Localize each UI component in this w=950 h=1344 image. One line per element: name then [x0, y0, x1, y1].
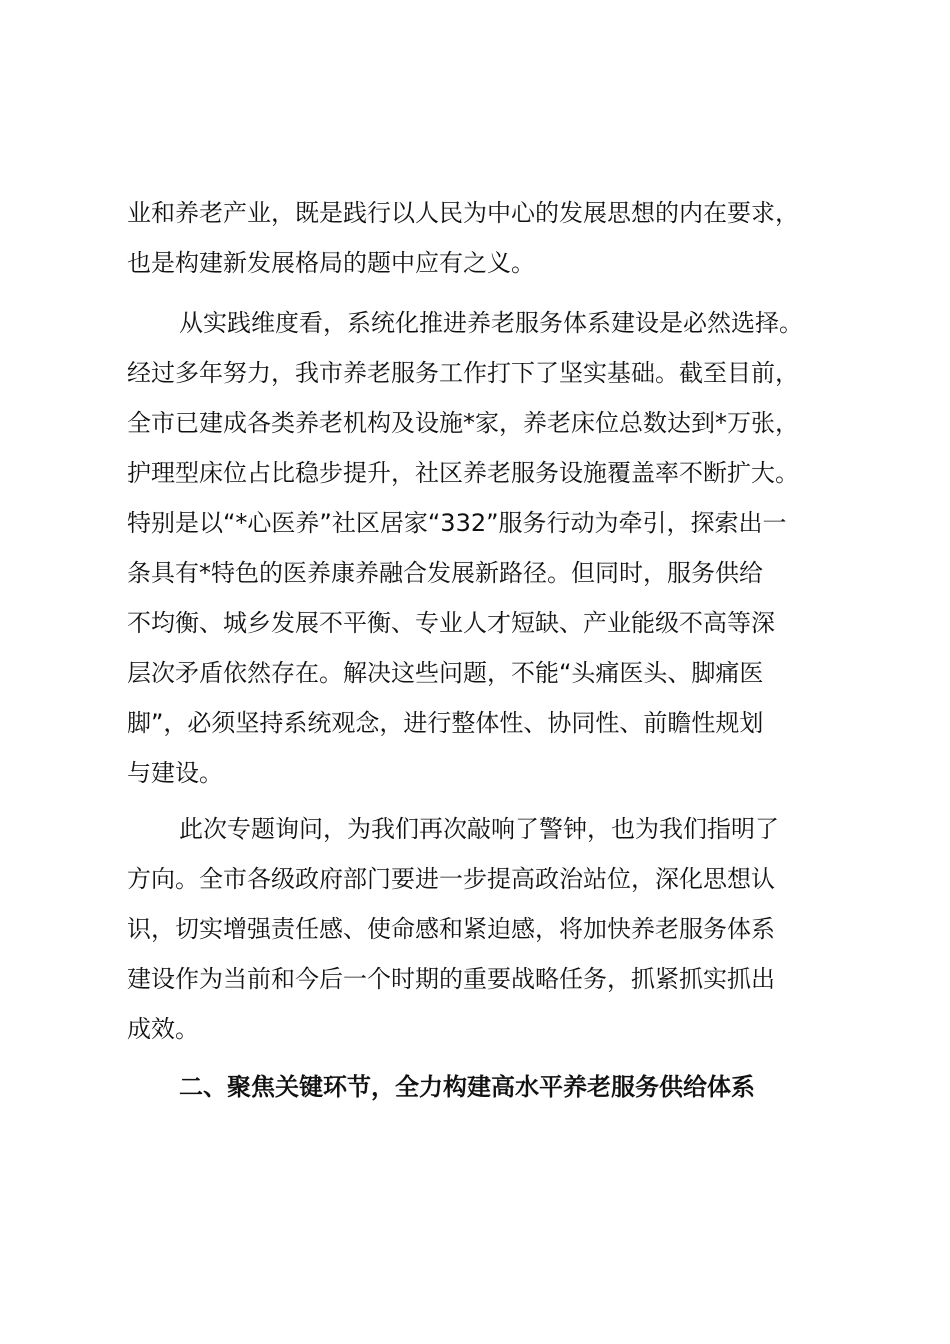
paragraph-2-line-7: 不均衡、城乡发展不平衡、专业人才短缺、产业能级不高等深 [127, 609, 775, 637]
paragraph-3-line-2: 方向。全市各级政府部门要进一步提高政治站位，深化思想认 [127, 865, 775, 893]
paragraph-2-line-6: 条具有*特色的医养康养融合发展新路径。但同时，服务供给 [127, 559, 763, 587]
paragraph-2-line-3: 全市已建成各类养老机构及设施*家，养老床位总数达到*万张， [127, 409, 799, 437]
paragraph-3-line-4: 建设作为当前和今后一个时期的重要战略任务，抓紧抓实抓出 [127, 965, 775, 993]
paragraph-1-line-2: 也是构建新发展格局的题中应有之义。 [127, 249, 535, 277]
paragraph-1-line-1: 业和养老产业，既是践行以人民为中心的发展思想的内在要求， [127, 199, 799, 227]
paragraph-3-line-3: 识，切实增强责任感、使命感和紧迫感，将加快养老服务体系 [127, 915, 775, 943]
paragraph-2-line-2: 经过多年努力，我市养老服务工作打下了坚实基础。截至目前， [127, 359, 799, 387]
paragraph-2-line-8: 层次矛盾依然存在。解决这些问题，不能“头痛医头、脚痛医 [127, 659, 764, 687]
paragraph-2-line-10: 与建设。 [127, 759, 223, 787]
paragraph-2-line-4: 护理型床位占比稳步提升，社区养老服务设施覆盖率不断扩大。 [127, 459, 799, 487]
paragraph-2-line-5: 特别是以“*心医养”社区居家“332”服务行动为牵引，探索出一 [127, 509, 787, 537]
paragraph-3-line-1: 此次专题询问，为我们再次敲响了警钟，也为我们指明了 [179, 815, 779, 843]
paragraph-2-line-1: 从实践维度看，系统化推进养老服务体系建设是必然选择。 [179, 309, 803, 337]
paragraph-3-line-5: 成效。 [127, 1015, 199, 1043]
paragraph-2-line-9: 脚”，必须坚持系统观念，进行整体性、协同性、前瞻性规划 [127, 709, 764, 737]
section-heading: 二、聚焦关键环节，全力构建高水平养老服务供给体系 [179, 1073, 755, 1101]
